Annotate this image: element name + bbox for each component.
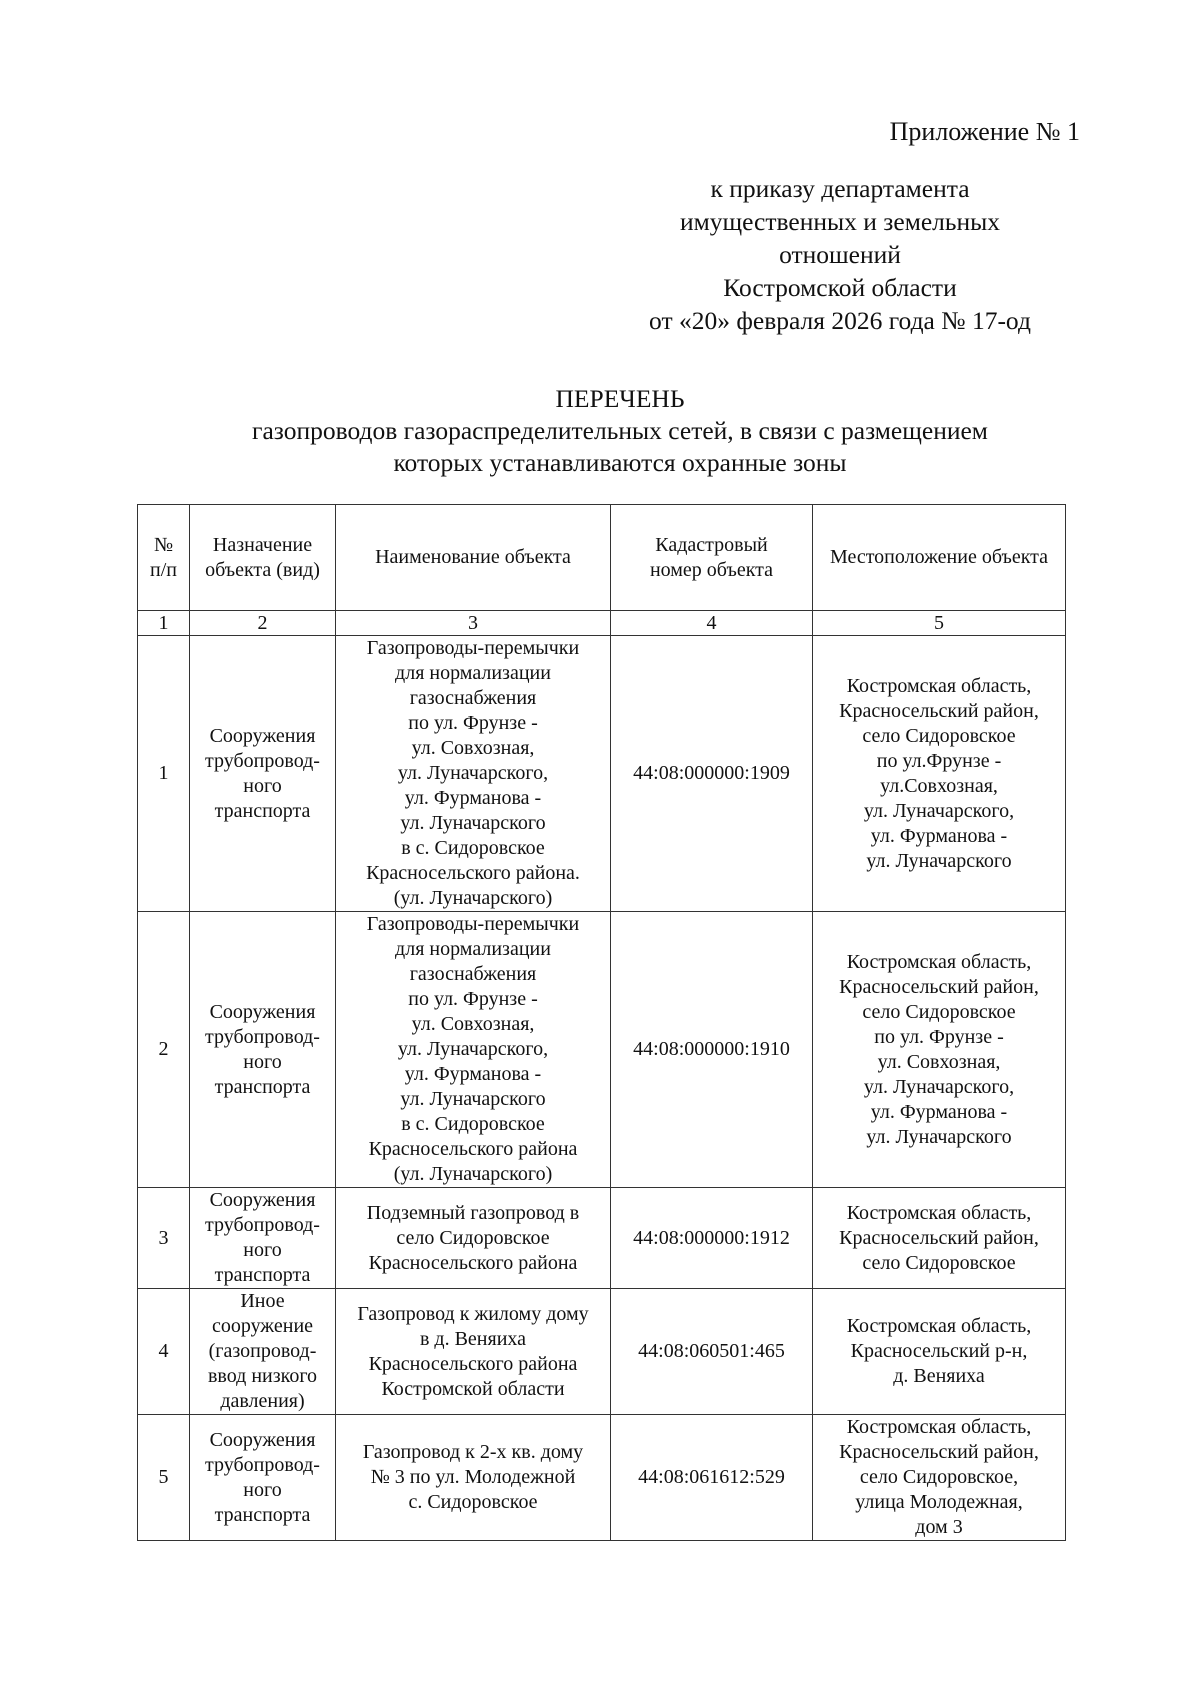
- column-numbers-row: [138, 611, 1066, 636]
- row-cadastral-number: 44:08:000000:1910: [611, 912, 813, 1188]
- pipelines-table: [137, 504, 1066, 1541]
- row-number: 3: [138, 1188, 190, 1289]
- row-cadastral-number: 44:08:061612:529: [611, 1415, 813, 1541]
- cell-line: газоснабжения: [409, 963, 537, 985]
- cell-line: газоснабжения: [409, 687, 537, 709]
- cell-line: ного: [243, 1239, 282, 1261]
- cell-line: Красносельский район,: [839, 975, 1039, 998]
- cell-line: ул. Луначарского,: [397, 762, 549, 784]
- table-row: [138, 912, 1066, 1188]
- row-purpose: [190, 636, 336, 912]
- cell-line: Газопровод к жилому дому: [357, 1302, 589, 1325]
- cell-line: Красносельского района: [368, 1251, 578, 1274]
- table-row: [138, 1289, 1066, 1415]
- row-location: [813, 636, 1066, 912]
- cell-line: (газопровод-: [208, 1340, 317, 1362]
- cell-line: село Сидоровское,: [859, 1466, 1019, 1488]
- cell-line: Сооружения: [209, 1000, 316, 1023]
- table-header-row: [138, 505, 1066, 611]
- row-cadastral-number: 44:08:000000:1912: [611, 1188, 813, 1289]
- row-location: [813, 1188, 1066, 1289]
- cell-line: ного: [243, 1478, 282, 1501]
- cell-line: Красносельский район,: [839, 699, 1039, 722]
- cell-line: ввод низкого: [207, 1365, 318, 1387]
- cell-line: Сооружения: [209, 1428, 316, 1451]
- table-row: [138, 636, 1066, 912]
- cell-line: Сооружения: [209, 1189, 316, 1211]
- cell-line: в д. Веняиха: [419, 1327, 527, 1350]
- cell-line: Красносельского района.: [366, 862, 580, 884]
- row-object-name: [336, 636, 611, 912]
- cell-line: № 3 по ул. Молодежной: [370, 1466, 576, 1488]
- cell-line: ул. Фурманова -: [870, 1100, 1008, 1123]
- row-location: [813, 912, 1066, 1188]
- cell-line: ного: [243, 1050, 282, 1073]
- cell-line: село Сидоровское: [862, 724, 1016, 747]
- cell-line: Костромская область,: [846, 1201, 1032, 1224]
- cell-line: село Сидоровское: [862, 1251, 1016, 1274]
- appendix-line: Костромской области: [723, 273, 957, 302]
- cell-line: давления): [220, 1390, 305, 1412]
- header-object-name: [336, 505, 611, 611]
- header-line: объекта (вид): [205, 558, 320, 581]
- cell-line: ул. Луначарского: [866, 849, 1012, 872]
- document-heading: [100, 383, 1140, 479]
- cell-line: Красносельского района: [368, 1138, 578, 1160]
- row-object-name: [336, 912, 611, 1188]
- column-number: 1: [138, 611, 190, 636]
- cell-line: трубопровод-: [205, 749, 320, 772]
- cell-line: в с. Сидоровское: [401, 837, 545, 859]
- cell-line: (ул. Луначарского): [393, 887, 553, 909]
- cell-line: транспорта: [214, 799, 311, 822]
- cell-line: транспорта: [214, 1075, 311, 1098]
- heading-line: которых устанавливаются охранные зоны: [393, 448, 847, 477]
- row-object-name: [336, 1289, 611, 1415]
- cell-line: по ул. Фрунзе -: [408, 712, 538, 734]
- appendix-subtitle: [600, 172, 1080, 337]
- header-line: Местоположение объекта: [829, 546, 1049, 568]
- cell-line: Костромская область,: [846, 1315, 1032, 1337]
- row-number: 5: [138, 1415, 190, 1541]
- cell-line: с. Сидоровское: [408, 1491, 538, 1513]
- header-location: [813, 505, 1066, 611]
- header-cadastral-number: [611, 505, 813, 611]
- header-purpose: [190, 505, 336, 611]
- row-purpose: [190, 912, 336, 1188]
- heading-title: ПЕРЕЧЕНЬ: [555, 384, 685, 413]
- cell-line: ного: [243, 774, 282, 797]
- cell-line: ул. Фурманова -: [404, 1063, 542, 1085]
- header-number: [138, 505, 190, 611]
- column-number: 3: [336, 611, 611, 636]
- appendix-line: отношений: [779, 240, 901, 269]
- cell-line: трубопровод-: [205, 1025, 320, 1048]
- table-row: [138, 1415, 1066, 1541]
- cell-line: ул. Луначарского,: [863, 799, 1015, 822]
- cell-line: Подземный газопровод в: [366, 1201, 580, 1224]
- cell-line: для нормализации: [395, 938, 551, 960]
- cell-line: ул.Совхозная,: [880, 774, 998, 797]
- header-line: номер объекта: [649, 558, 774, 581]
- column-number: 5: [813, 611, 1066, 636]
- header-line: Назначение: [212, 533, 313, 556]
- cell-line: сооружение: [211, 1315, 314, 1337]
- cell-line: по ул.Фрунзе -: [876, 749, 1002, 772]
- cell-line: транспорта: [214, 1264, 311, 1286]
- cell-line: трубопровод-: [205, 1453, 320, 1476]
- cell-line: Иное: [240, 1290, 285, 1312]
- cell-line: ул. Луначарского: [400, 1088, 546, 1110]
- cell-line: ул. Луначарского: [866, 1125, 1012, 1148]
- cell-line: Костромская область,: [846, 950, 1032, 973]
- cell-line: в с. Сидоровское: [401, 1113, 545, 1135]
- cell-line: ул. Фурманова -: [404, 787, 542, 809]
- cell-line: Газопровод к 2-х кв. дому: [362, 1441, 584, 1463]
- header-line: Наименование объекта: [375, 546, 571, 568]
- cell-line: Костромской области: [381, 1377, 565, 1400]
- cell-line: ул. Совхозная,: [411, 737, 535, 759]
- appendix-title: Приложение № 1: [889, 117, 1080, 146]
- cell-line: д. Веняиха: [893, 1365, 985, 1387]
- row-purpose: [190, 1188, 336, 1289]
- cell-line: Газопроводы-перемычки: [366, 637, 580, 659]
- cell-line: Костромская область,: [846, 1416, 1032, 1438]
- row-purpose: [190, 1415, 336, 1541]
- row-location: [813, 1415, 1066, 1541]
- cell-line: Красносельский район,: [839, 1441, 1039, 1463]
- row-object-name: [336, 1415, 611, 1541]
- appendix-line: имущественных и земельных: [679, 207, 1001, 236]
- cell-line: ул. Совхозная,: [411, 1013, 535, 1035]
- cell-line: ул. Фурманова -: [870, 824, 1008, 847]
- cell-line: Красносельский район,: [839, 1226, 1039, 1249]
- column-number: 2: [190, 611, 336, 636]
- cell-line: улица Молодежная,: [855, 1491, 1023, 1513]
- header-line: №: [153, 533, 174, 556]
- cell-line: Сооружения: [209, 724, 316, 747]
- cell-line: ул. Луначарского: [400, 812, 546, 834]
- appendix-line: к приказу департамента: [710, 174, 970, 203]
- cell-line: Костромская область,: [846, 674, 1032, 697]
- header-line: п/п: [150, 558, 177, 581]
- row-location: [813, 1289, 1066, 1415]
- row-cadastral-number: 44:08:060501:465: [611, 1289, 813, 1415]
- row-cadastral-number: 44:08:000000:1909: [611, 636, 813, 912]
- appendix-line: от «20» февраля 2026 года № 17-од: [649, 306, 1031, 335]
- cell-line: транспорта: [214, 1503, 311, 1526]
- row-purpose: [190, 1289, 336, 1415]
- cell-line: (ул. Луначарского): [393, 1163, 553, 1185]
- cell-line: Красносельского района: [368, 1352, 578, 1375]
- row-number: 4: [138, 1289, 190, 1415]
- cell-line: Красносельский р-н,: [850, 1340, 1028, 1362]
- cell-line: село Сидоровское: [862, 1000, 1016, 1023]
- cell-line: село Сидоровское: [396, 1226, 550, 1249]
- cell-line: дом 3: [915, 1516, 963, 1538]
- column-number: 4: [611, 611, 813, 636]
- cell-line: по ул. Фрунзе -: [408, 988, 538, 1010]
- row-number: 2: [138, 912, 190, 1188]
- cell-line: трубопровод-: [205, 1214, 320, 1236]
- row-number: 1: [138, 636, 190, 912]
- row-object-name: [336, 1188, 611, 1289]
- heading-line: газопроводов газораспределительных сетей, в связи с размещением: [252, 416, 988, 445]
- cell-line: ул. Совхозная,: [877, 1050, 1001, 1073]
- table-row: [138, 1188, 1066, 1289]
- cell-line: для нормализации: [395, 662, 551, 684]
- cell-line: ул. Луначарского,: [397, 1038, 549, 1060]
- cell-line: ул. Луначарского,: [863, 1075, 1015, 1098]
- cell-line: по ул. Фрунзе -: [874, 1025, 1004, 1048]
- header-line: Кадастровый: [655, 533, 768, 556]
- cell-line: Газопроводы-перемычки: [366, 913, 580, 935]
